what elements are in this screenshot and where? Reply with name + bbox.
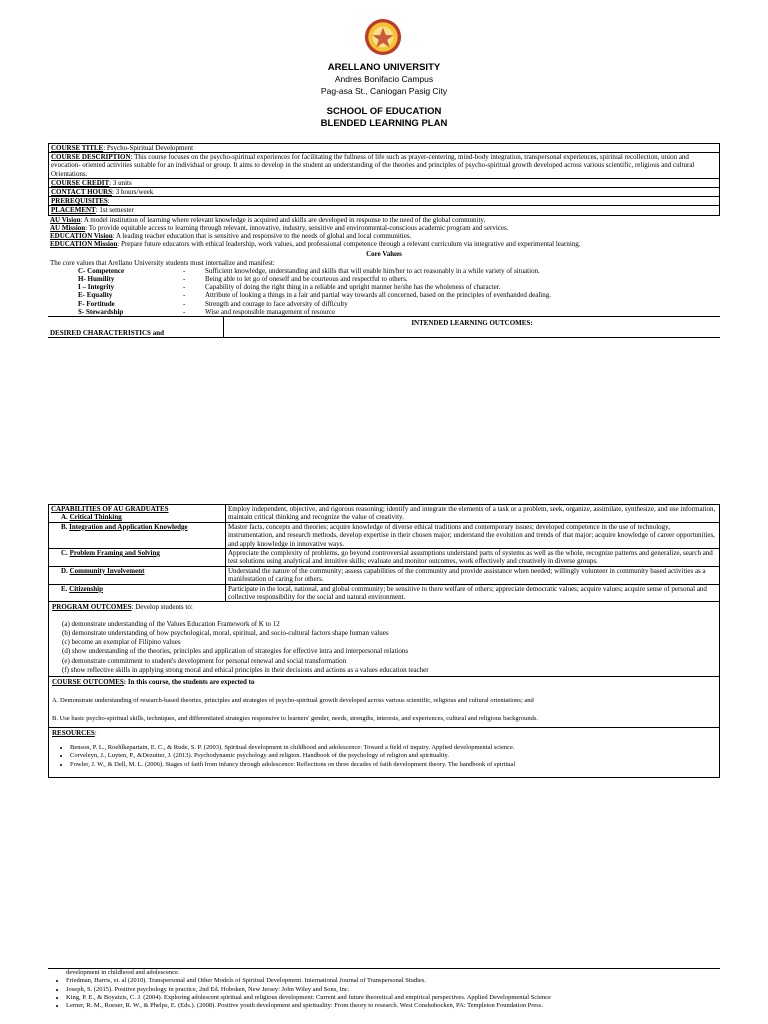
education-vision-label: EDUCATION Vision bbox=[50, 232, 113, 241]
core-value-dash: - bbox=[183, 275, 186, 284]
program-outcomes-intro: : Develop students to: bbox=[131, 603, 193, 612]
core-values-intro: The core values that Arellano University students must internalize and manifest: bbox=[50, 258, 275, 267]
course-description-row bbox=[48, 152, 720, 178]
core-values-list bbox=[48, 267, 720, 316]
list-item: (c) become an exemplar of Filipino values bbox=[62, 638, 181, 647]
core-value-dash: - bbox=[183, 307, 186, 316]
core-value-dash: - bbox=[183, 283, 186, 292]
contact-hours-label: CONTACT HOURS bbox=[51, 188, 113, 197]
prerequisites-value: : bbox=[107, 197, 110, 206]
list-item: • Friedman, Harris, et. al (2010). Transpersonal and Other Models of Spiritual Development. International Journal of Transpersonal Studies. bbox=[66, 977, 720, 985]
core-value-desc: Attribute of looking a things in a fair and partial way towards all concerned, based on the principles of evenhanded dealing. bbox=[205, 291, 552, 300]
outcomes-section bbox=[48, 504, 720, 778]
university-name: ARELLANO UNIVERSITY bbox=[327, 62, 441, 73]
campus-address: Pag-asa St., Caniogan Pasig City bbox=[320, 86, 448, 96]
education-vision bbox=[48, 232, 720, 240]
intended-learning-outcomes-label: INTENDED LEARNING OUTCOMES: bbox=[411, 319, 533, 328]
core-value-dash: - bbox=[183, 299, 186, 308]
list-item: (b) demonstrate understanding of how psychological, moral, spiritual, and socio-cultural factors shape human values bbox=[62, 629, 389, 638]
capability-description: Participate in the local, national, and global community; be sensitive to there welfare of others; appreciate democratic values; acquire values; acquire sense of personal and collective responsibility for the social and natural environment. bbox=[226, 584, 720, 602]
prerequisites-row bbox=[48, 196, 720, 205]
contact-hours-value: : 3 hours/week bbox=[112, 188, 154, 197]
au-mission-text: : To provide equitable access to learning through relevant, innovative, industry, sensitive and environmental-conscious academic program and services. bbox=[85, 223, 509, 232]
core-value-key: F- Fortitude bbox=[78, 299, 115, 308]
course-outcome-b: B. Use basic psycho-spiritual skills, techniques, and differentiated strategies responsive to learners' gender, needs, strengths, interests, and experiences, cultural and religious backgrounds. bbox=[52, 714, 538, 722]
course-outcome-a: A. Demonstrate understanding of research-based theories, principles and strategies of psycho-spiritual growth developed across various scientific, religious and cultural orientations; and bbox=[52, 696, 534, 704]
placement-value: : 1st semester bbox=[95, 206, 134, 215]
list-item: (f) show reflective skills in applying strong moral and ethical principles in their decisions and actions as a values education teacher bbox=[62, 665, 429, 674]
capabilities-header: CAPABILITIES OF AU GRADUATES bbox=[51, 505, 169, 513]
resource-continuation: development in childhood and adolescence. bbox=[66, 969, 180, 976]
campus-name: Andres Bonifacio Campus bbox=[334, 74, 434, 84]
course-title-label: COURSE TITLE bbox=[51, 144, 104, 152]
core-value-dash: - bbox=[183, 291, 186, 300]
course-credit-row bbox=[48, 178, 720, 187]
table-row bbox=[49, 522, 720, 548]
core-value-item bbox=[48, 291, 720, 299]
course-title-row bbox=[48, 143, 720, 152]
list-item: • Corveleyn, J., Luyten, P., &Dezutter, J. (2013). Psychodynamic psychology and religion. Handbook of the psychology of religion and spirituality. bbox=[70, 752, 716, 760]
au-vision bbox=[48, 216, 720, 224]
program-outcomes-box bbox=[48, 602, 720, 677]
course-credit-value: : 3 units bbox=[109, 178, 132, 187]
resources-label: RESOURCES bbox=[52, 729, 95, 738]
resources-continued bbox=[48, 968, 720, 1010]
placement-row bbox=[48, 205, 720, 215]
capability-letter: D. bbox=[61, 566, 68, 575]
capabilities-table bbox=[48, 504, 720, 602]
core-value-desc: Capability of doing the right thing in a reliable and upright manner he/she has the wholeness of character. bbox=[205, 283, 501, 292]
program-outcomes-list bbox=[62, 620, 716, 675]
au-vision-text: : A model institution of learning where relevant knowledge is acquired and skills are developed in response to the need of the global community. bbox=[80, 215, 486, 224]
list-item: • King, P. E., & Boyatzis, C. J. (2004). Exploring adolescent spiritual and religious development: Current and future theoretical and empirical perspectives. Applied Developmental Science bbox=[66, 994, 720, 1002]
capability-name: Community Involvement bbox=[69, 566, 145, 575]
resources-list bbox=[52, 744, 716, 769]
core-values-title: Core Values bbox=[366, 250, 402, 259]
capability-name: Citizenship bbox=[69, 584, 104, 593]
prerequisites-label: PREREQUISITES bbox=[51, 197, 108, 206]
core-value-key: H- Humility bbox=[78, 275, 115, 284]
core-value-desc: Strength and courage to face adversity of difficulty bbox=[205, 299, 348, 308]
core-value-item bbox=[48, 300, 720, 308]
education-mission-label: EDUCATION Mission bbox=[50, 240, 118, 249]
capability-description: Employ independent, objective, and rigorous reasoning; identify and integrate the elements of a task or a problem, seek, organize, assimilate, synthesize, and use information, maintain critical thinking and recognize the value of creativity. bbox=[226, 505, 720, 523]
core-value-key: C- Competence bbox=[78, 266, 125, 275]
core-value-item bbox=[48, 275, 720, 283]
capability-description: Understand the nature of the community; assess capabilities of the community and provide assistance when needed; willingly volunteer in community based activities as a manifestation of caring for others. bbox=[226, 566, 720, 584]
school-name: SCHOOL OF EDUCATION bbox=[326, 106, 442, 117]
core-value-key: E- Equality bbox=[78, 291, 113, 300]
education-mission-text: : Prepare future educators with ethical leadership, work values, and professional competence through a relevant curriculum via integrative and experimental learning. bbox=[117, 240, 581, 249]
capability-description: Master facts, concepts and theories; acquire knowledge of diverse ethical traditions and contemporary issues; developed competence in the use of technology, instrumentation, and research methods, develop expertise in their chosen major; understand the evolution and trends of that major; acquire knowledge of career opportunities, and apply knowledge in innovative ways. bbox=[226, 522, 720, 548]
university-seal-logo bbox=[364, 18, 402, 56]
list-item: (e) demonstrate commitment to student's development for personal renewal and social transformation bbox=[62, 656, 347, 665]
resources-list-page2 bbox=[48, 977, 720, 1010]
core-value-item bbox=[48, 308, 720, 316]
list-item: • Joseph, S. (2015). Positive psychology in practice, 2nd Ed. Hoboken, New Jersey: John Wiley and Sons, Inc. bbox=[66, 986, 720, 994]
course-outcomes-intro: : In this course, the students are expected to bbox=[123, 678, 255, 687]
course-outcomes-label: COURSE OUTCOMES bbox=[52, 678, 124, 687]
list-item: • Lerner, R. M., Roeser, R. W., & Phelps, E. (Eds.). (2008). Positive youth development and spirituality: From theory to research. West Conshohocken, PA: Templeton Foundation Press. bbox=[66, 1002, 720, 1010]
list-item: (d) show understanding of the theories, principles and application of strategies for effective intra and interpersonal relations bbox=[62, 647, 409, 656]
au-mission bbox=[48, 224, 720, 232]
capability-description: Appreciate the complexity of problems, go beyond controversial assumptions understand parts of systems as well as the whole, recognize patterns and generalize, search and test solutions using analytical and intuitive skills; evaluate and monitor outcomes, work effectively and creatively in diverse groups. bbox=[226, 549, 720, 567]
education-vision-text: : A leading teacher education that is sensitive and responsive to the needs of global and local communities. bbox=[112, 232, 412, 241]
course-credit-label: COURSE CREDIT bbox=[51, 178, 110, 187]
core-value-desc: Sufficient knowledge, understanding and skills that will enable him/her to act reasonably in a while variety of situation. bbox=[205, 266, 540, 275]
program-outcomes-label: PROGRAM OUTCOMES bbox=[52, 603, 132, 612]
table-row bbox=[49, 584, 720, 602]
contact-hours-row bbox=[48, 187, 720, 196]
table-row bbox=[49, 505, 720, 523]
core-value-desc: Being able to let go of oneself and be courteous and respectful to others. bbox=[205, 275, 408, 284]
table-row bbox=[49, 566, 720, 584]
capability-letter: B. bbox=[61, 522, 68, 531]
core-value-desc: Wise and responsible management of resource bbox=[205, 307, 336, 316]
desired-characteristics-row bbox=[48, 316, 720, 338]
education-mission bbox=[48, 240, 720, 248]
list-item: • Fowler, J. W., & Dell, M. L. (2006). Stages of faith from infancy through adolescence: Reflections on three decades of faith development theory. The handbook of spiritual bbox=[70, 761, 716, 769]
list-item: (a) demonstrate understanding of the Values Education Framework of K to 12 bbox=[62, 619, 280, 628]
resources-suffix: : bbox=[94, 729, 97, 738]
desired-characteristics-label: DESIRED CHARACTERISTICS and bbox=[48, 317, 224, 337]
core-value-key: S- Stewardship bbox=[78, 307, 124, 316]
list-item: • Benson, P. L., Roehlkepartain, E. C., & Rude, S. P. (2003). Spiritual development in childhood and adolescence: Toward a field of inquiry. Applied developmental science. bbox=[70, 744, 716, 752]
capability-letter: A. bbox=[61, 513, 68, 522]
course-outcomes-box bbox=[48, 677, 720, 728]
course-description-label: COURSE DESCRIPTION bbox=[51, 153, 131, 162]
capability-name: Problem Framing and Solving bbox=[69, 549, 160, 558]
core-value-dash: - bbox=[183, 266, 186, 275]
course-title-value: : Psycho-Spiritual Development bbox=[103, 144, 194, 152]
capability-letter: C. bbox=[61, 549, 68, 558]
resources-box bbox=[48, 728, 720, 778]
course-description-value: : This course focuses on the psycho-spiritual experiences for facilitating the fullness of life such as prayer-centering, mind-body integration, transpersonal experiences, spiritual recollection, union and evocation- oriented activities suitable for an individual or group. It aims to develop in the student an understanding of the theories and principles of psycho-spiritual growth developed across various scientific, religious and cultural Orientations. bbox=[51, 153, 695, 178]
au-mission-label: AU Mission bbox=[50, 223, 86, 232]
core-value-item bbox=[48, 267, 720, 275]
course-info-section bbox=[48, 143, 720, 338]
core-value-item bbox=[48, 283, 720, 291]
document-title: BLENDED LEARNING PLAN bbox=[320, 118, 448, 129]
capability-letter: E. bbox=[61, 584, 68, 593]
au-vision-label: AU Vision bbox=[50, 215, 81, 224]
placement-label: PLACEMENT bbox=[51, 206, 96, 215]
capability-name: Critical Thinking bbox=[69, 513, 122, 522]
core-value-key: I – Integrity bbox=[78, 283, 115, 292]
capability-name: Integration and Application Knowledge bbox=[69, 522, 188, 531]
table-row bbox=[49, 549, 720, 567]
